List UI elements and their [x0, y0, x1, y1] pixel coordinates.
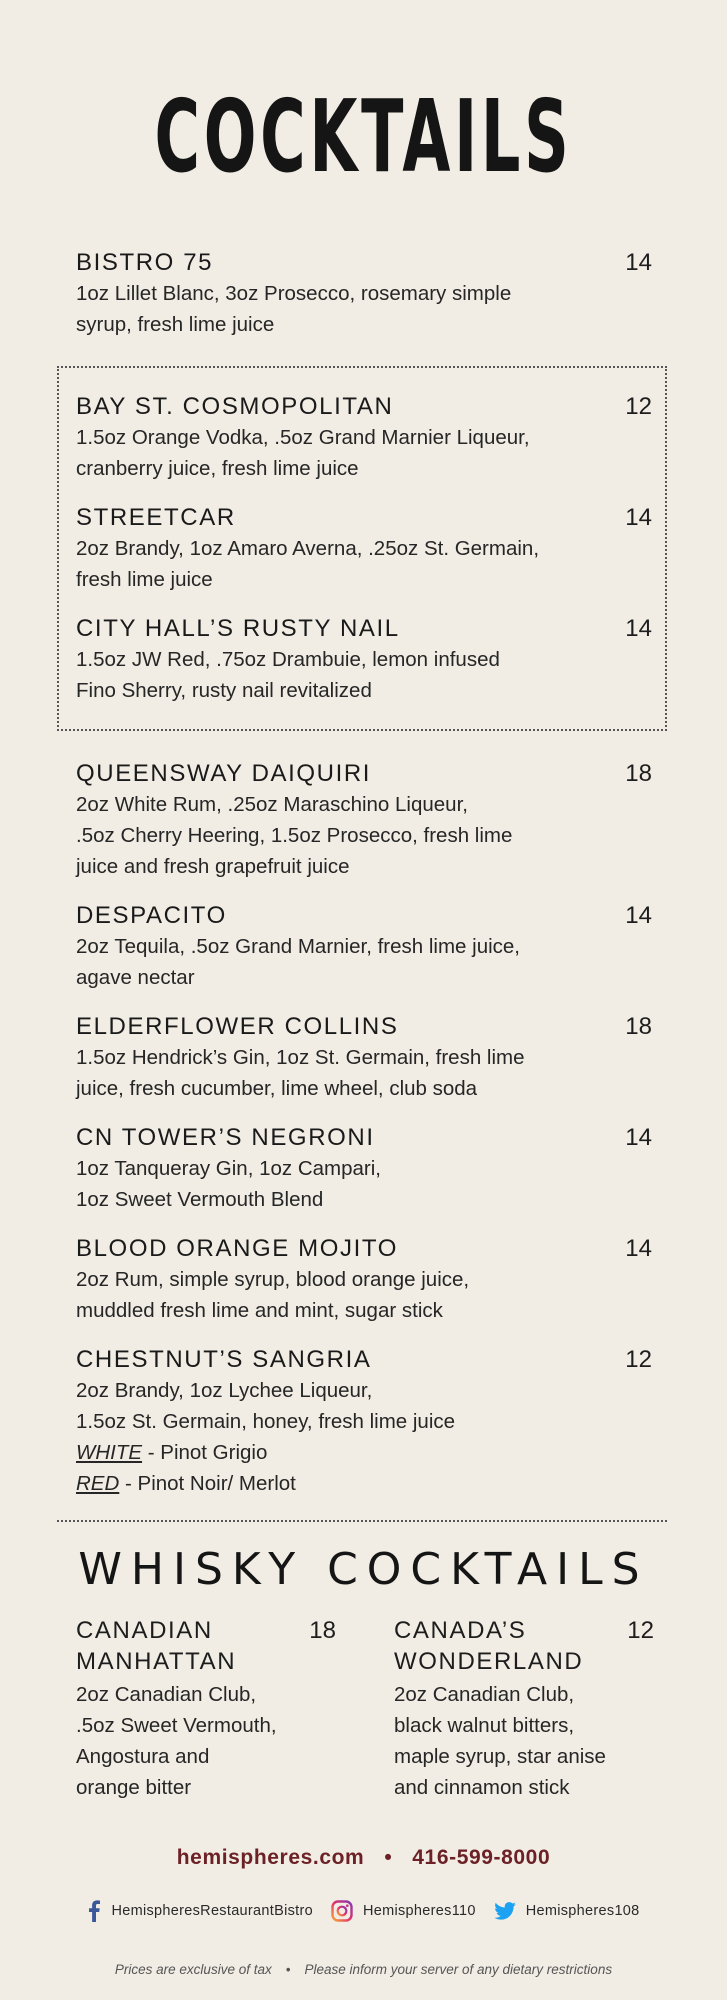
description-line: and cinnamon stick — [394, 1776, 570, 1799]
cocktail-name: QUEENSWAY DAIQUIRI — [76, 760, 372, 787]
cocktail-item — [76, 1234, 652, 1326]
cocktail-price: 18 — [309, 1617, 336, 1644]
facebook-handle: HemispheresRestaurantBistro — [111, 1903, 313, 1919]
contact-line — [0, 1846, 727, 1870]
cocktail-item — [76, 503, 652, 595]
description-line: Fino Sherry, rusty nail revitalized — [76, 679, 372, 702]
cocktail-item — [76, 614, 652, 706]
description-line: fresh lime juice — [76, 568, 213, 591]
cocktail-price: 14 — [625, 249, 652, 276]
page-title: COCKTAILS — [154, 78, 573, 195]
cocktail-price: 14 — [625, 615, 652, 642]
cocktail-description — [76, 931, 652, 993]
description-line: .5oz Sweet Vermouth, — [76, 1714, 277, 1737]
cocktail-price: 12 — [625, 1346, 652, 1373]
description-line: muddled fresh lime and mint, sugar stick — [76, 1299, 443, 1322]
description-line: 2oz White Rum, .25oz Maraschino Liqueur, — [76, 793, 468, 816]
cocktail-description — [76, 533, 652, 595]
wine-label: WHITE — [76, 1441, 143, 1464]
cocktail-price: 14 — [625, 504, 652, 531]
cocktail-description — [76, 1679, 336, 1803]
cocktail-price: 14 — [625, 1124, 652, 1151]
description-line: black walnut bitters, — [394, 1714, 575, 1737]
cocktail-name: CN TOWER’S NEGRONI — [76, 1124, 375, 1151]
cocktail-description — [76, 278, 652, 340]
description-line: syrup, fresh lime juice — [76, 313, 275, 336]
twitter-handle: Hemispheres108 — [525, 1903, 640, 1919]
description-line: 2oz Brandy, 1oz Amaro Averna, .25oz St. Germain, — [76, 537, 540, 560]
cocktail-price: 14 — [625, 902, 652, 929]
description-line: juice and fresh grapefruit juice — [76, 855, 350, 878]
description-line: 2oz Brandy, 1oz Lychee Liqueur, — [76, 1379, 373, 1402]
description-line: 1oz Sweet Vermouth Blend — [76, 1188, 324, 1211]
cocktail-description — [394, 1679, 654, 1803]
cocktail-name: ELDERFLOWER COLLINS — [76, 1013, 399, 1040]
wine-text: - Pinot Grigio — [142, 1441, 268, 1464]
cocktail-name: CANADA’S WONDERLAND — [394, 1617, 584, 1675]
description-line: 1.5oz St. Germain, honey, fresh lime juice — [76, 1410, 456, 1433]
description-line: Angostura and — [76, 1745, 210, 1768]
description-line: cranberry juice, fresh lime juice — [76, 457, 359, 480]
cocktail-name: STREETCAR — [76, 504, 236, 531]
contact-separator: • — [384, 1846, 393, 1869]
description-line: juice, fresh cucumber, lime wheel, club soda — [76, 1077, 478, 1100]
social-links — [0, 1900, 727, 1922]
cocktail-description — [76, 789, 652, 882]
section-divider — [57, 1520, 667, 1522]
cocktail-price: 18 — [625, 760, 652, 787]
description-line: 2oz Canadian Club, — [76, 1683, 257, 1706]
description-line: 2oz Canadian Club, — [394, 1683, 575, 1706]
whisky-item — [76, 1615, 336, 1803]
whisky-item — [394, 1615, 654, 1803]
description-line: 1oz Lillet Blanc, 3oz Prosecco, rosemary simple — [76, 282, 512, 305]
footer-notes — [0, 1962, 727, 1977]
cocktail-item — [76, 392, 652, 484]
description-line: agave nectar — [76, 966, 195, 989]
instagram-handle: Hemispheres110 — [362, 1903, 476, 1919]
instagram-icon — [331, 1900, 353, 1922]
wine-text: - Pinot Noir/ Merlot — [119, 1472, 296, 1495]
cocktail-description — [76, 644, 652, 706]
cocktail-item — [76, 901, 652, 993]
tax-note: Prices are exclusive of tax — [114, 1962, 272, 1977]
cocktail-item — [76, 248, 652, 340]
cocktail-item — [76, 1012, 652, 1104]
cocktail-name: BLOOD ORANGE MOJITO — [76, 1235, 398, 1262]
cocktail-name: BAY ST. COSMOPOLITAN — [76, 393, 394, 420]
description-line: .5oz Cherry Heering, 1.5oz Prosecco, fresh lime — [76, 824, 513, 847]
whisky-section-title: WHISKY COCKTAILS — [78, 1544, 649, 1595]
cocktail-name: DESPACITO — [76, 902, 227, 929]
website-link[interactable]: hemispheres.com — [176, 1846, 365, 1869]
cocktail-price: 18 — [625, 1013, 652, 1040]
cocktail-description — [76, 1375, 652, 1499]
footer-separator: • — [285, 1962, 291, 1977]
twitter-link[interactable] — [494, 1902, 640, 1920]
twitter-icon — [494, 1902, 516, 1920]
phone-number[interactable]: 416-599-8000 — [412, 1846, 551, 1869]
cocktail-description — [76, 422, 652, 484]
description-line: 1.5oz Hendrick’s Gin, 1oz St. Germain, fresh lime — [76, 1046, 525, 1069]
facebook-icon — [87, 1900, 101, 1922]
cocktail-name: CHESTNUT’S SANGRIA — [76, 1346, 372, 1373]
instagram-link[interactable] — [331, 1900, 476, 1922]
description-line: 1oz Tanqueray Gin, 1oz Campari, — [76, 1157, 382, 1180]
cocktail-price: 12 — [625, 393, 652, 420]
cocktail-description — [76, 1153, 652, 1215]
facebook-link[interactable] — [87, 1900, 313, 1922]
cocktail-name: CITY HALL’S RUSTY NAIL — [76, 615, 400, 642]
sangria-white-option — [76, 1437, 652, 1468]
cocktail-price: 14 — [625, 1235, 652, 1262]
cocktail-description — [76, 1042, 652, 1104]
description-line: 1.5oz JW Red, .75oz Drambuie, lemon infused — [76, 648, 500, 671]
cocktail-name: BISTRO 75 — [76, 249, 214, 276]
sangria-red-option — [76, 1468, 652, 1499]
description-line: 2oz Tequila, .5oz Grand Marnier, fresh lime juice, — [76, 935, 521, 958]
cocktail-item — [76, 1345, 652, 1499]
cocktail-description — [76, 1264, 652, 1326]
description-line: orange bitter — [76, 1776, 192, 1799]
dietary-note: Please inform your server of any dietary restrictions — [304, 1962, 613, 1977]
cocktail-name: CANADIAN MANHATTAN — [76, 1617, 237, 1675]
description-line: 2oz Rum, simple syrup, blood orange juice, — [76, 1268, 470, 1291]
cocktail-item — [76, 759, 652, 882]
cocktail-item — [76, 1123, 652, 1215]
description-line: maple syrup, star anise — [394, 1745, 606, 1768]
description-line: 1.5oz Orange Vodka, .5oz Grand Marnier Liqueur, — [76, 426, 530, 449]
wine-label: RED — [76, 1472, 120, 1495]
cocktail-price: 12 — [627, 1617, 654, 1644]
